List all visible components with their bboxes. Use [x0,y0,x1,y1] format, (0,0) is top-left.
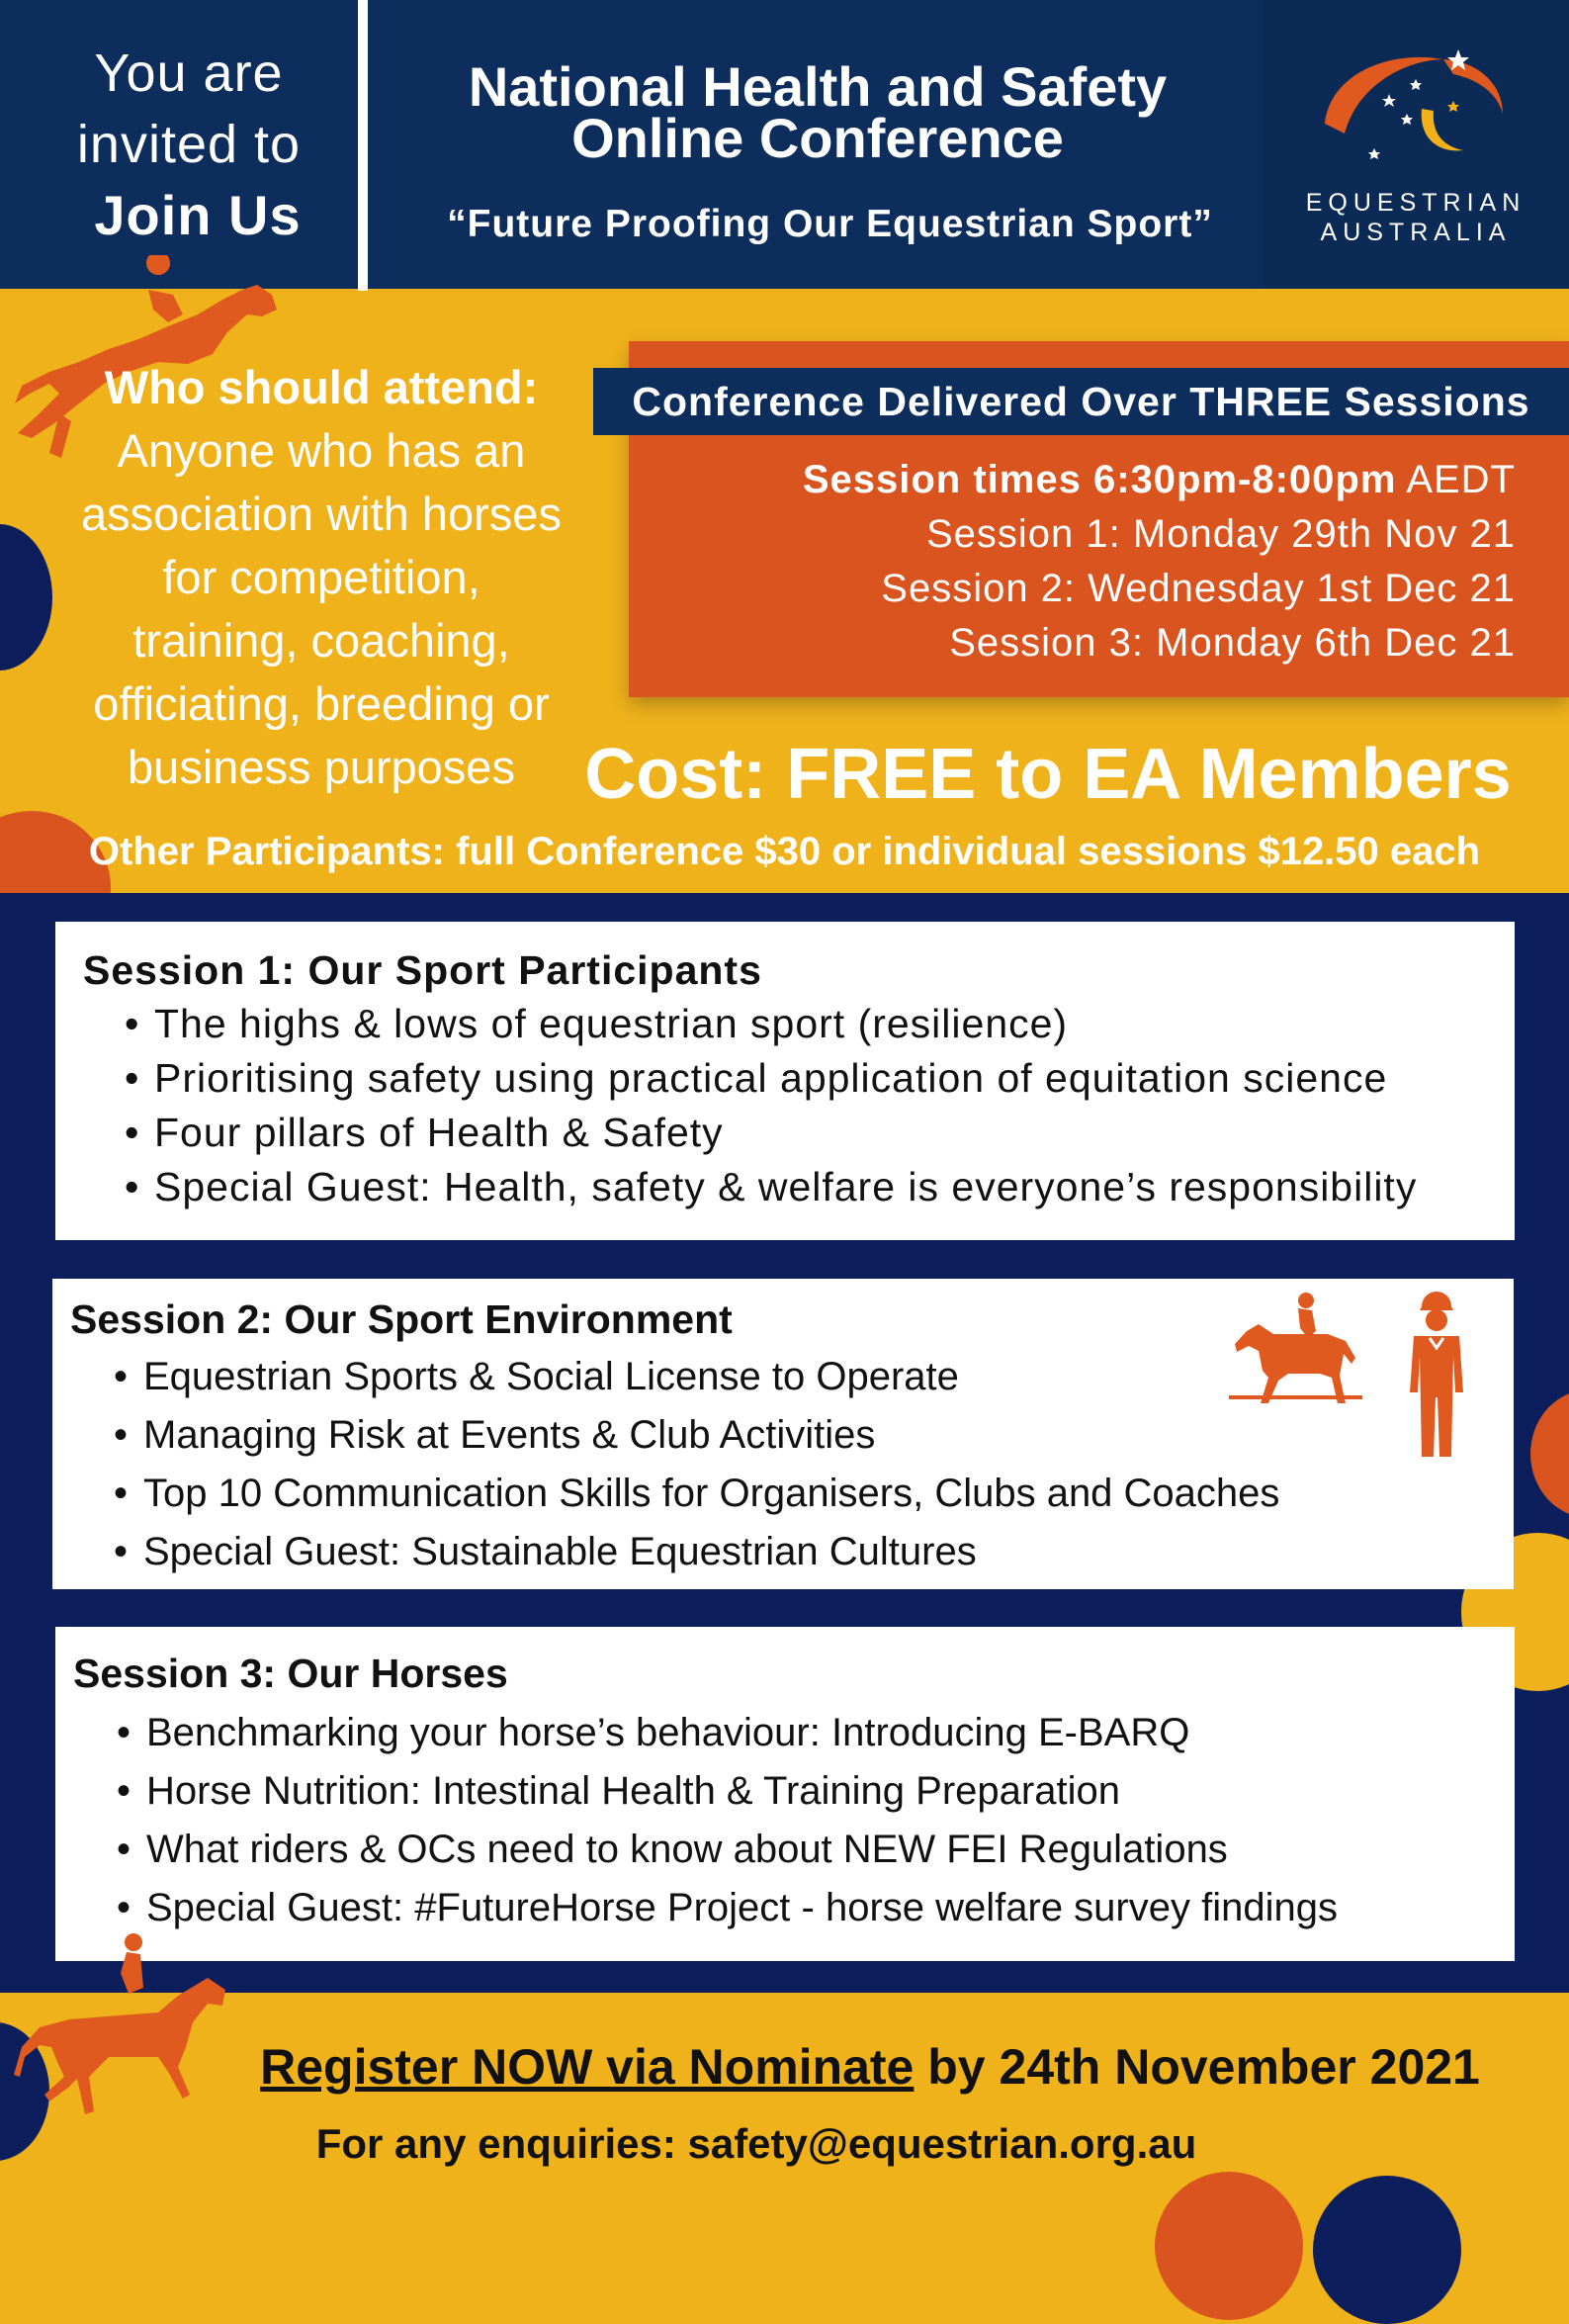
register-link[interactable]: Register NOW via Nominate [260,2039,915,2095]
decorative-circle [1313,2176,1461,2324]
invitation [0,0,358,289]
logo-wordmark [1263,188,1569,247]
session-2-title: Session 2: Our Sport Environment [70,1296,733,1342]
session-date: Session 2: Wednesday 1st Dec 21 [881,567,1516,610]
register-deadline: by 24th November 2021 [914,2039,1480,2095]
who-line: Anyone who has an [117,424,526,477]
horse-and-rider-icon [1229,1287,1402,1410]
title-line-1: National Health and Safety [468,55,1168,118]
cost-headline: Cost: FREE to EA Members [584,735,1512,814]
session-times-heading [633,453,1516,507]
invite-line-2: invited to [76,115,302,174]
times-timezone: AEDT [1406,458,1516,501]
session-1-card [55,922,1515,1240]
session-times [633,453,1516,670]
session-1-title: Session 1: Our Sport Participants [83,947,762,993]
other-participants-cost: Other Participants: full Conference $30 or individual sessions $12.50 each [88,830,1481,873]
topic-item: • Horse Nutrition: Intestinal Health & Training Preparation [146,1762,1338,1821]
who-line: business purposes [128,741,515,793]
invite-line-3: Join Us [94,184,302,246]
topic-item: • Special Guest: Health, safety & welfare is everyone’s responsibility [154,1160,1417,1214]
topic-item: • What riders & OCs need to know about NEW FEI Regulations [146,1821,1338,1879]
topic-item: • Benchmarking your horse’s behaviour: Introducing E-BARQ [146,1704,1338,1762]
who-line: officiating, breeding or [93,677,550,730]
header-divider [358,0,368,291]
session-2-topics [143,1348,1279,1581]
sessions-banner: Conference Delivered Over THREE Sessions [593,368,1569,435]
register-call-to-action [198,2037,1542,2097]
topic-item: • Managing Risk at Events & Club Activities [143,1406,1279,1465]
session-3-topics [146,1704,1338,1937]
title-line-2: Online Conference [571,107,1064,169]
logo-line-1: EQUESTRIAN [1305,189,1526,217]
session-date: Session 1: Monday 29th Nov 21 [925,512,1516,556]
conference-title [368,55,1267,169]
who-should-attend [30,356,613,799]
topic-item: • Special Guest: Sustainable Equestrian Cultures [143,1523,1279,1581]
session-date: Session 3: Monday 6th Dec 21 [949,621,1516,665]
topic-item: • Top 10 Communication Skills for Organisers, Clubs and Coaches [143,1465,1279,1523]
topic-item: • Special Guest: #FutureHorse Project - horse welfare survey findings [146,1879,1338,1937]
topic-item: • Prioritising safety using practical application of equitation science [154,1051,1417,1106]
logo-line-2: AUSTRALIA [1320,219,1512,246]
conference-subtitle: “Future Proofing Our Equestrian Sport” [447,203,1213,245]
enquiries-contact: For any enquiries: safety@equestrian.org.au [315,2120,1197,2167]
invite-line-1: You are [94,44,284,103]
dressage-horse-icon [10,1928,242,2141]
who-heading: Who should attend: [104,361,539,413]
decorative-circle [1155,2172,1303,2320]
session-3-card [55,1627,1515,1961]
ea-logo-icon [1305,40,1532,178]
who-line: association with horses [81,488,562,540]
session-3-title: Session 3: Our Horses [73,1651,508,1696]
who-line: training, coaching, [132,614,510,667]
topic-item: • Equestrian Sports & Social License to Operate [143,1348,1279,1406]
session-2-card [52,1279,1514,1589]
topic-item: • The highs & lows of equestrian sport (resilience) [154,997,1417,1051]
who-line: for competition, [162,551,480,603]
safety-officer-icon [1402,1289,1471,1462]
times-bold: Session times 6:30pm-8:00pm [802,458,1397,501]
topic-item: • Four pillars of Health & Safety [154,1106,1417,1160]
session-1-topics [154,997,1417,1214]
